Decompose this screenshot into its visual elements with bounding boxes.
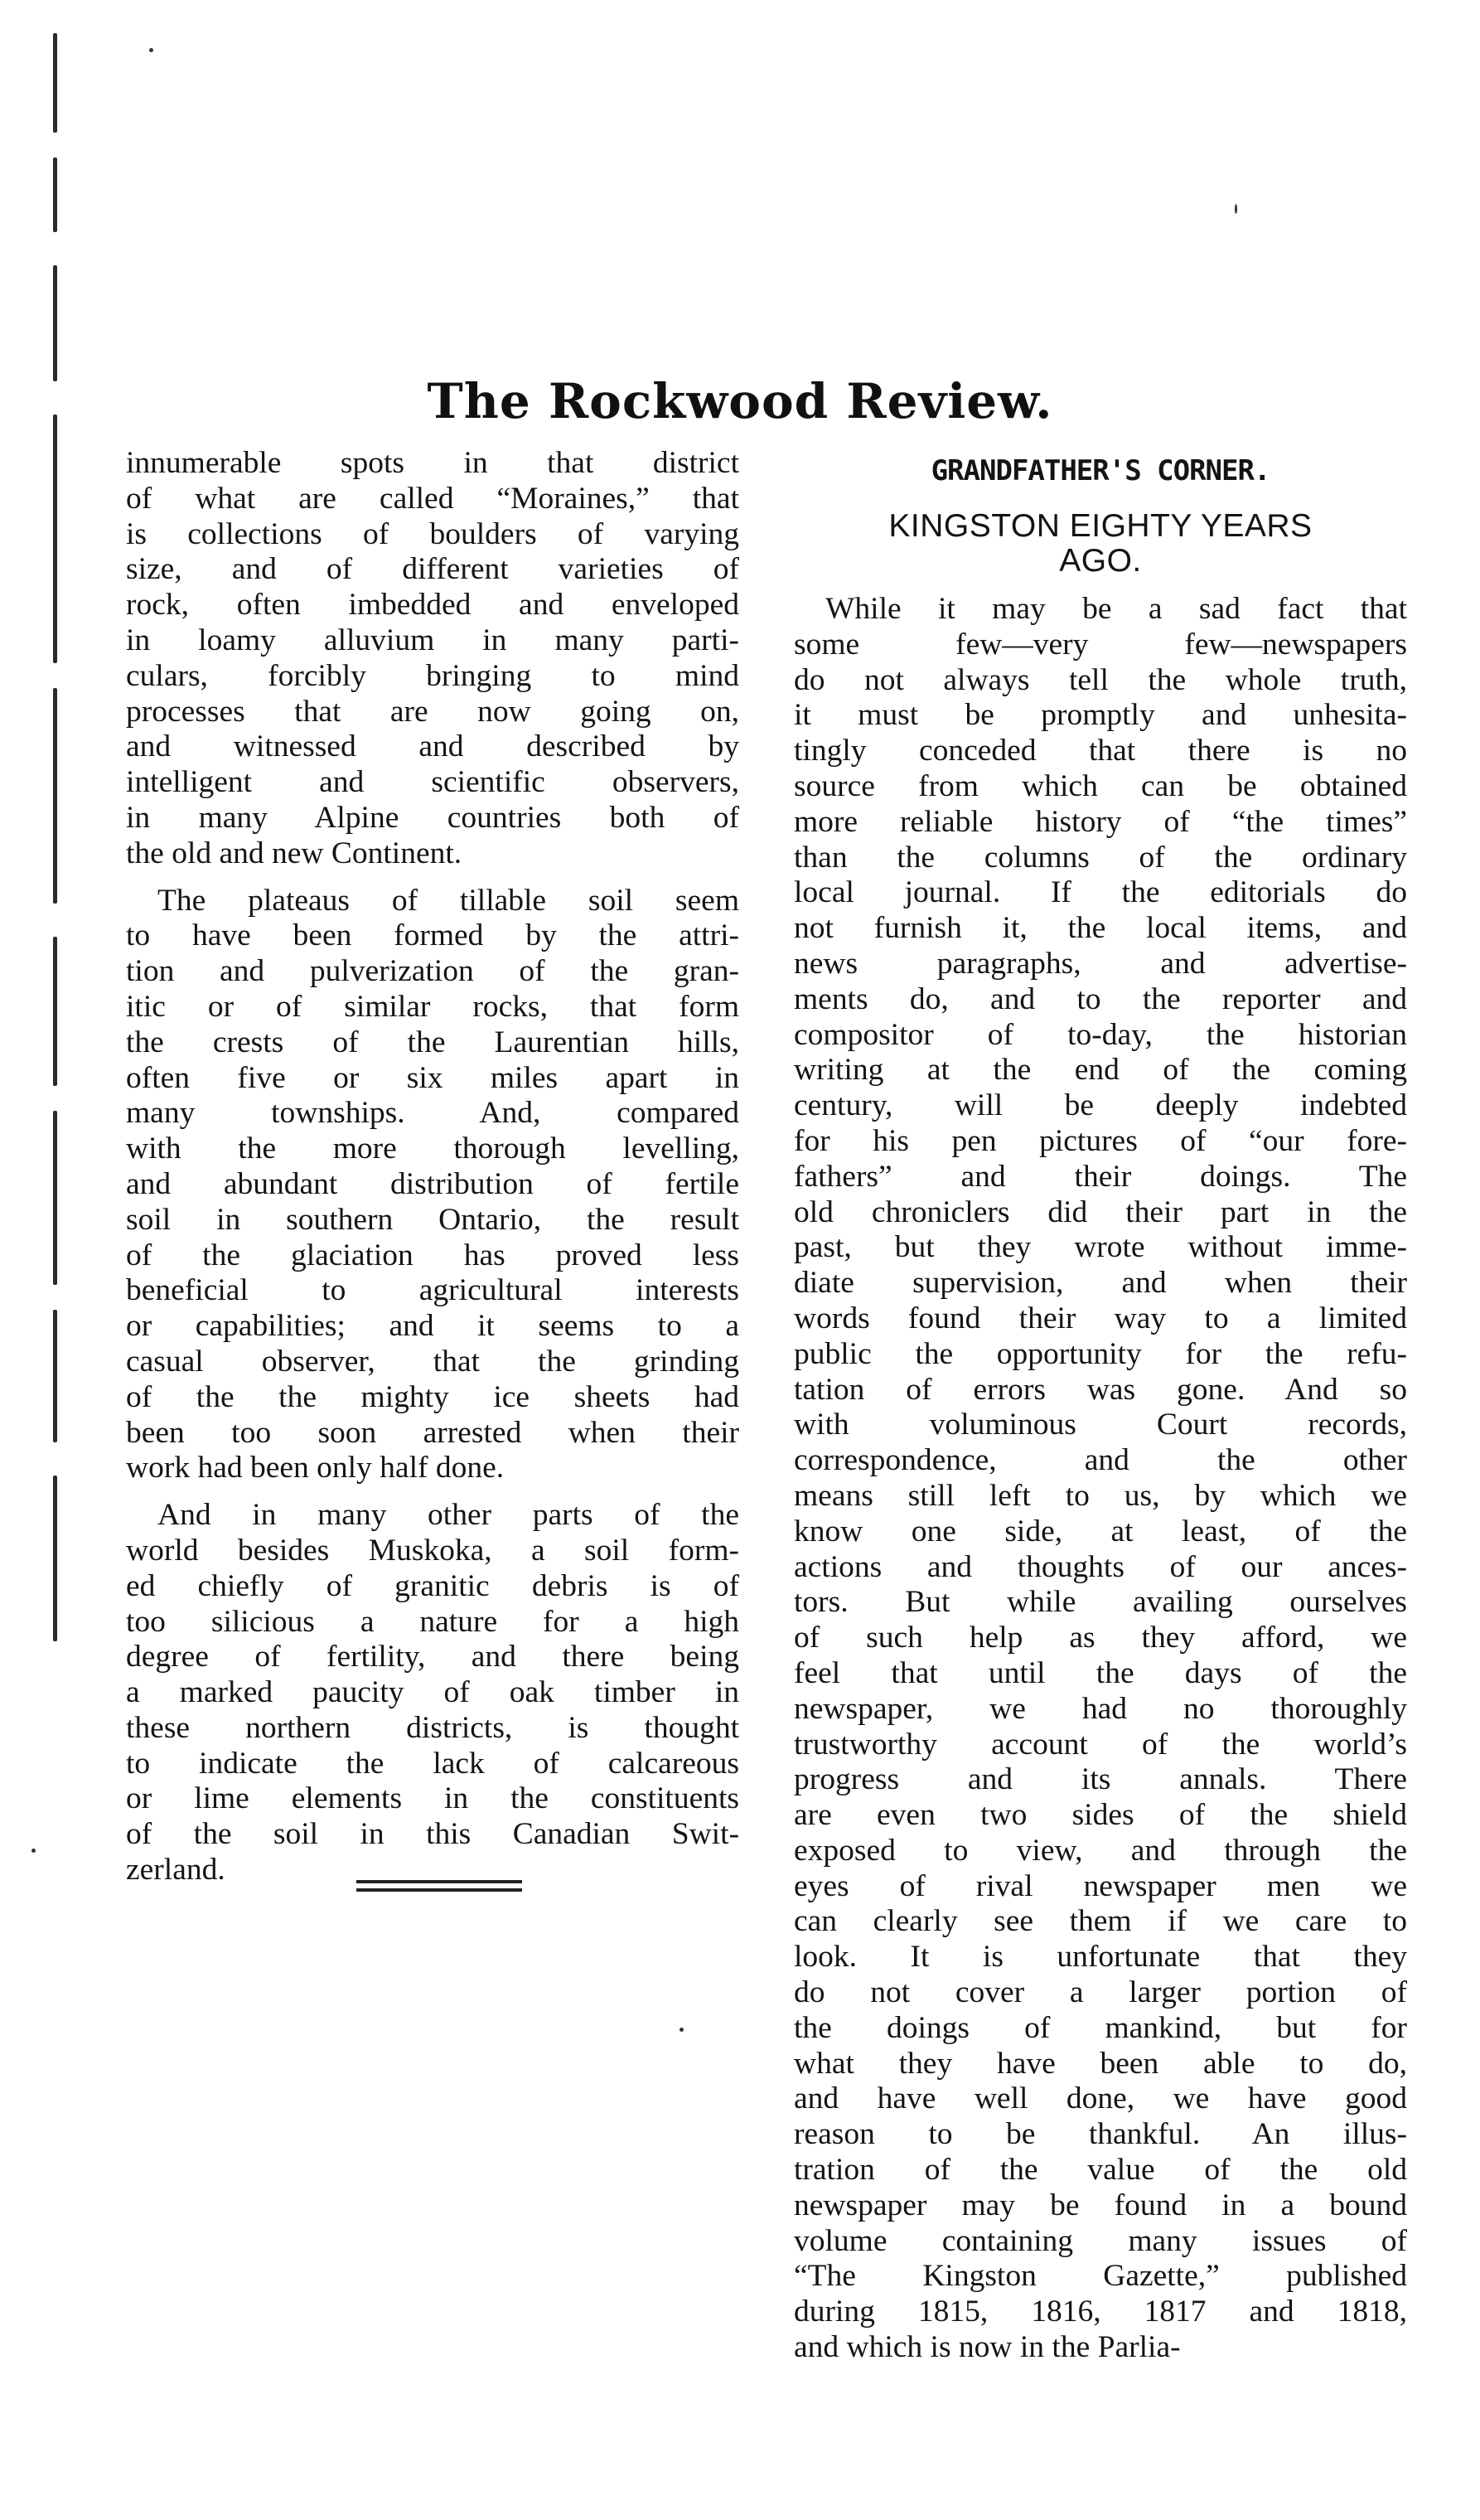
text-line: to have been formed by the attri- [126,918,739,953]
text-line: to indicate the lack of calcareous [126,1746,739,1781]
text-line: these northern districts, is thought [126,1710,739,1745]
text-line: newspaper may be found in a bound [794,2188,1407,2222]
text-line: than the columns of the ordinary [794,840,1407,875]
text-line: in many Alpine countries both of [126,800,739,835]
text-line: world besides Muskoka, a soil form- [126,1533,739,1568]
text-line: work had been only half done. [126,1451,505,1485]
scan-margin-mark [53,265,57,381]
text-line: casual observer, that the grinding [126,1344,739,1379]
text-line: do not cover a larger portion of [794,1975,1407,2010]
text-line: words found their way to a limited [794,1301,1407,1335]
text-line: a marked paucity of oak timber in [126,1675,739,1710]
text-line: look. It is unfortunate that they [794,1940,1407,1975]
text-line: and witnessed and described by [126,729,739,764]
text-line: progress and its annals. There [794,1762,1407,1797]
text-line: with the more thorough levelling, [126,1132,739,1166]
text-line: and which is now in the Parlia- [794,2330,1181,2365]
text-line: tration of the value of the old [794,2153,1407,2188]
section-divider [356,1880,522,1897]
text-line: volume containing many issues of [794,2223,1407,2258]
text-line: ments do, and to the reporter and [794,981,1407,1016]
text-line: or capabilities; and it seems to a [126,1309,739,1344]
text-line: century, will be deeply indebted [794,1088,1407,1123]
article-headline [794,509,1407,579]
text-line: feel that until the days of the [794,1655,1407,1690]
text-line: processes that are now going on, [126,694,739,729]
section-label: GRANDFATHER'S CORNER. [931,454,1270,487]
text-line: more reliable history of “the times” [794,804,1407,839]
scan-margin-mark [53,688,57,904]
text-line: the doings of mankind, but for [794,2010,1407,2045]
text-line: intelligent and scientific observers, [126,765,739,800]
text-line: too silicious a nature for a high [126,1604,739,1639]
text-line: can clearly see them if we care to [794,1904,1407,1939]
text-line: diate supervision, and when their [794,1266,1407,1301]
masthead: The Rockwood Review. [427,373,1053,429]
text-line: the old and new Continent. [126,836,462,870]
text-line: reason to be thankful. An illus- [794,2117,1407,2152]
text-line: public the opportunity for the refu- [794,1336,1407,1371]
text-line: and have well done, we have good [794,2081,1407,2116]
text-line: been too soon arrested when their [126,1415,739,1450]
text-line: trustworthy account of the world’s [794,1727,1407,1762]
text-line: of what are called “Moraines,” that [126,481,739,516]
text-line: And in many other parts of the [157,1498,739,1533]
text-line: eyes of rival newspaper men we [794,1868,1407,1903]
scan-speck [31,1849,36,1853]
headline-line: AGO. [1059,543,1142,579]
text-line: of the glaciation has proved less [126,1238,739,1272]
text-line: writing at the end of the coming [794,1053,1407,1088]
text-line: “The Kingston Gazette,” published [794,2259,1407,2294]
text-line: do not always tell the whole truth, [794,662,1407,697]
text-line: exposed to view, and through the [794,1833,1407,1868]
text-line: are even two sides of the shield [794,1798,1407,1833]
text-line: actions and thoughts of our ances- [794,1549,1407,1584]
paragraph [126,1498,739,1888]
text-line: zerland. [126,1853,225,1888]
text-line: for his pen pictures of “our fore- [794,1123,1407,1158]
text-line: not furnish it, the local items, and [794,911,1407,946]
text-line: of such help as they afford, we [794,1621,1407,1655]
text-line: during 1815, 1816, 1817 and 1818, [794,2295,1407,2329]
text-line: tion and pulverization of the gran- [126,954,739,989]
text-line: what they have been able to do, [794,2046,1407,2081]
paragraph [126,446,739,872]
left-column [126,446,739,1888]
scan-margin-mark [53,1476,57,1641]
text-line: compositor of to-day, the historian [794,1017,1407,1052]
text-line: many townships. And, compared [126,1096,739,1131]
scan-margin-mark [53,158,57,232]
text-line: it must be promptly and unhesita- [794,698,1407,733]
text-line: the crests of the Laurentian hills, [126,1025,739,1059]
text-line: rock, often imbedded and enveloped [126,588,739,623]
text-line: some few—very few—newspapers [794,627,1407,662]
text-line: of the the mighty ice sheets had [126,1379,739,1414]
headline-line: KINGSTON EIGHTY YEARS [888,508,1313,544]
scan-margin-mark [53,1310,57,1442]
text-line: or lime elements in the constituents [126,1781,739,1816]
text-line: source from which can be obtained [794,768,1407,803]
text-line: beneficial to agricultural interests [126,1273,739,1308]
scan-speck [680,2028,684,2032]
right-column [794,446,1407,2366]
paragraph [794,592,1407,2366]
paragraph [126,884,739,1487]
text-line: soil in southern Ontario, the result [126,1202,739,1237]
text-line: tors. But while availing ourselves [794,1585,1407,1620]
text-line: means still left to us, by which we [794,1478,1407,1513]
scan-margin-mark [53,937,57,1086]
text-line: old chroniclers did their part in the [794,1195,1407,1229]
text-line: culars, forcibly bringing to mind [126,658,739,693]
text-line: tingly conceded that there is no [794,734,1407,768]
text-line: newspaper, we had no thoroughly [794,1691,1407,1726]
scan-margin-mark [53,33,57,133]
text-line: in loamy alluvium in many parti- [126,623,739,657]
text-line: innumerable spots in that district [126,446,739,480]
text-line: often five or six miles apart in [126,1060,739,1095]
text-line: and abundant distribution of fertile [126,1166,739,1201]
text-line: correspondence, and the other [794,1443,1407,1478]
article-body [794,592,1407,2366]
text-line: local journal. If the editorials do [794,875,1407,910]
scan-speck [1235,204,1237,214]
text-line: size, and of different varieties of [126,552,739,587]
text-line: tation of errors was gone. And so [794,1372,1407,1407]
scan-margin-mark [53,414,57,663]
text-line: past, but they wrote without imme- [794,1230,1407,1265]
text-line: news paragraphs, and advertise- [794,946,1407,981]
text-line: itic or of similar rocks, that form [126,989,739,1024]
scan-speck [149,48,153,52]
text-line: While it may be a sad fact that [825,592,1407,626]
text-line: is collections of boulders of varying [126,516,739,551]
scan-margin-mark [53,1111,57,1285]
text-line: The plateaus of tillable soil seem [157,883,739,918]
text-line: with voluminous Court records, [794,1408,1407,1442]
text-line: ed chiefly of granitic debris is of [126,1568,739,1603]
text-line: degree of fertility, and there being [126,1640,739,1674]
text-line: know one side, at least, of the [794,1514,1407,1548]
text-line: of the soil in this Canadian Swit- [126,1817,739,1852]
text-line: fathers” and their doings. The [794,1159,1407,1194]
